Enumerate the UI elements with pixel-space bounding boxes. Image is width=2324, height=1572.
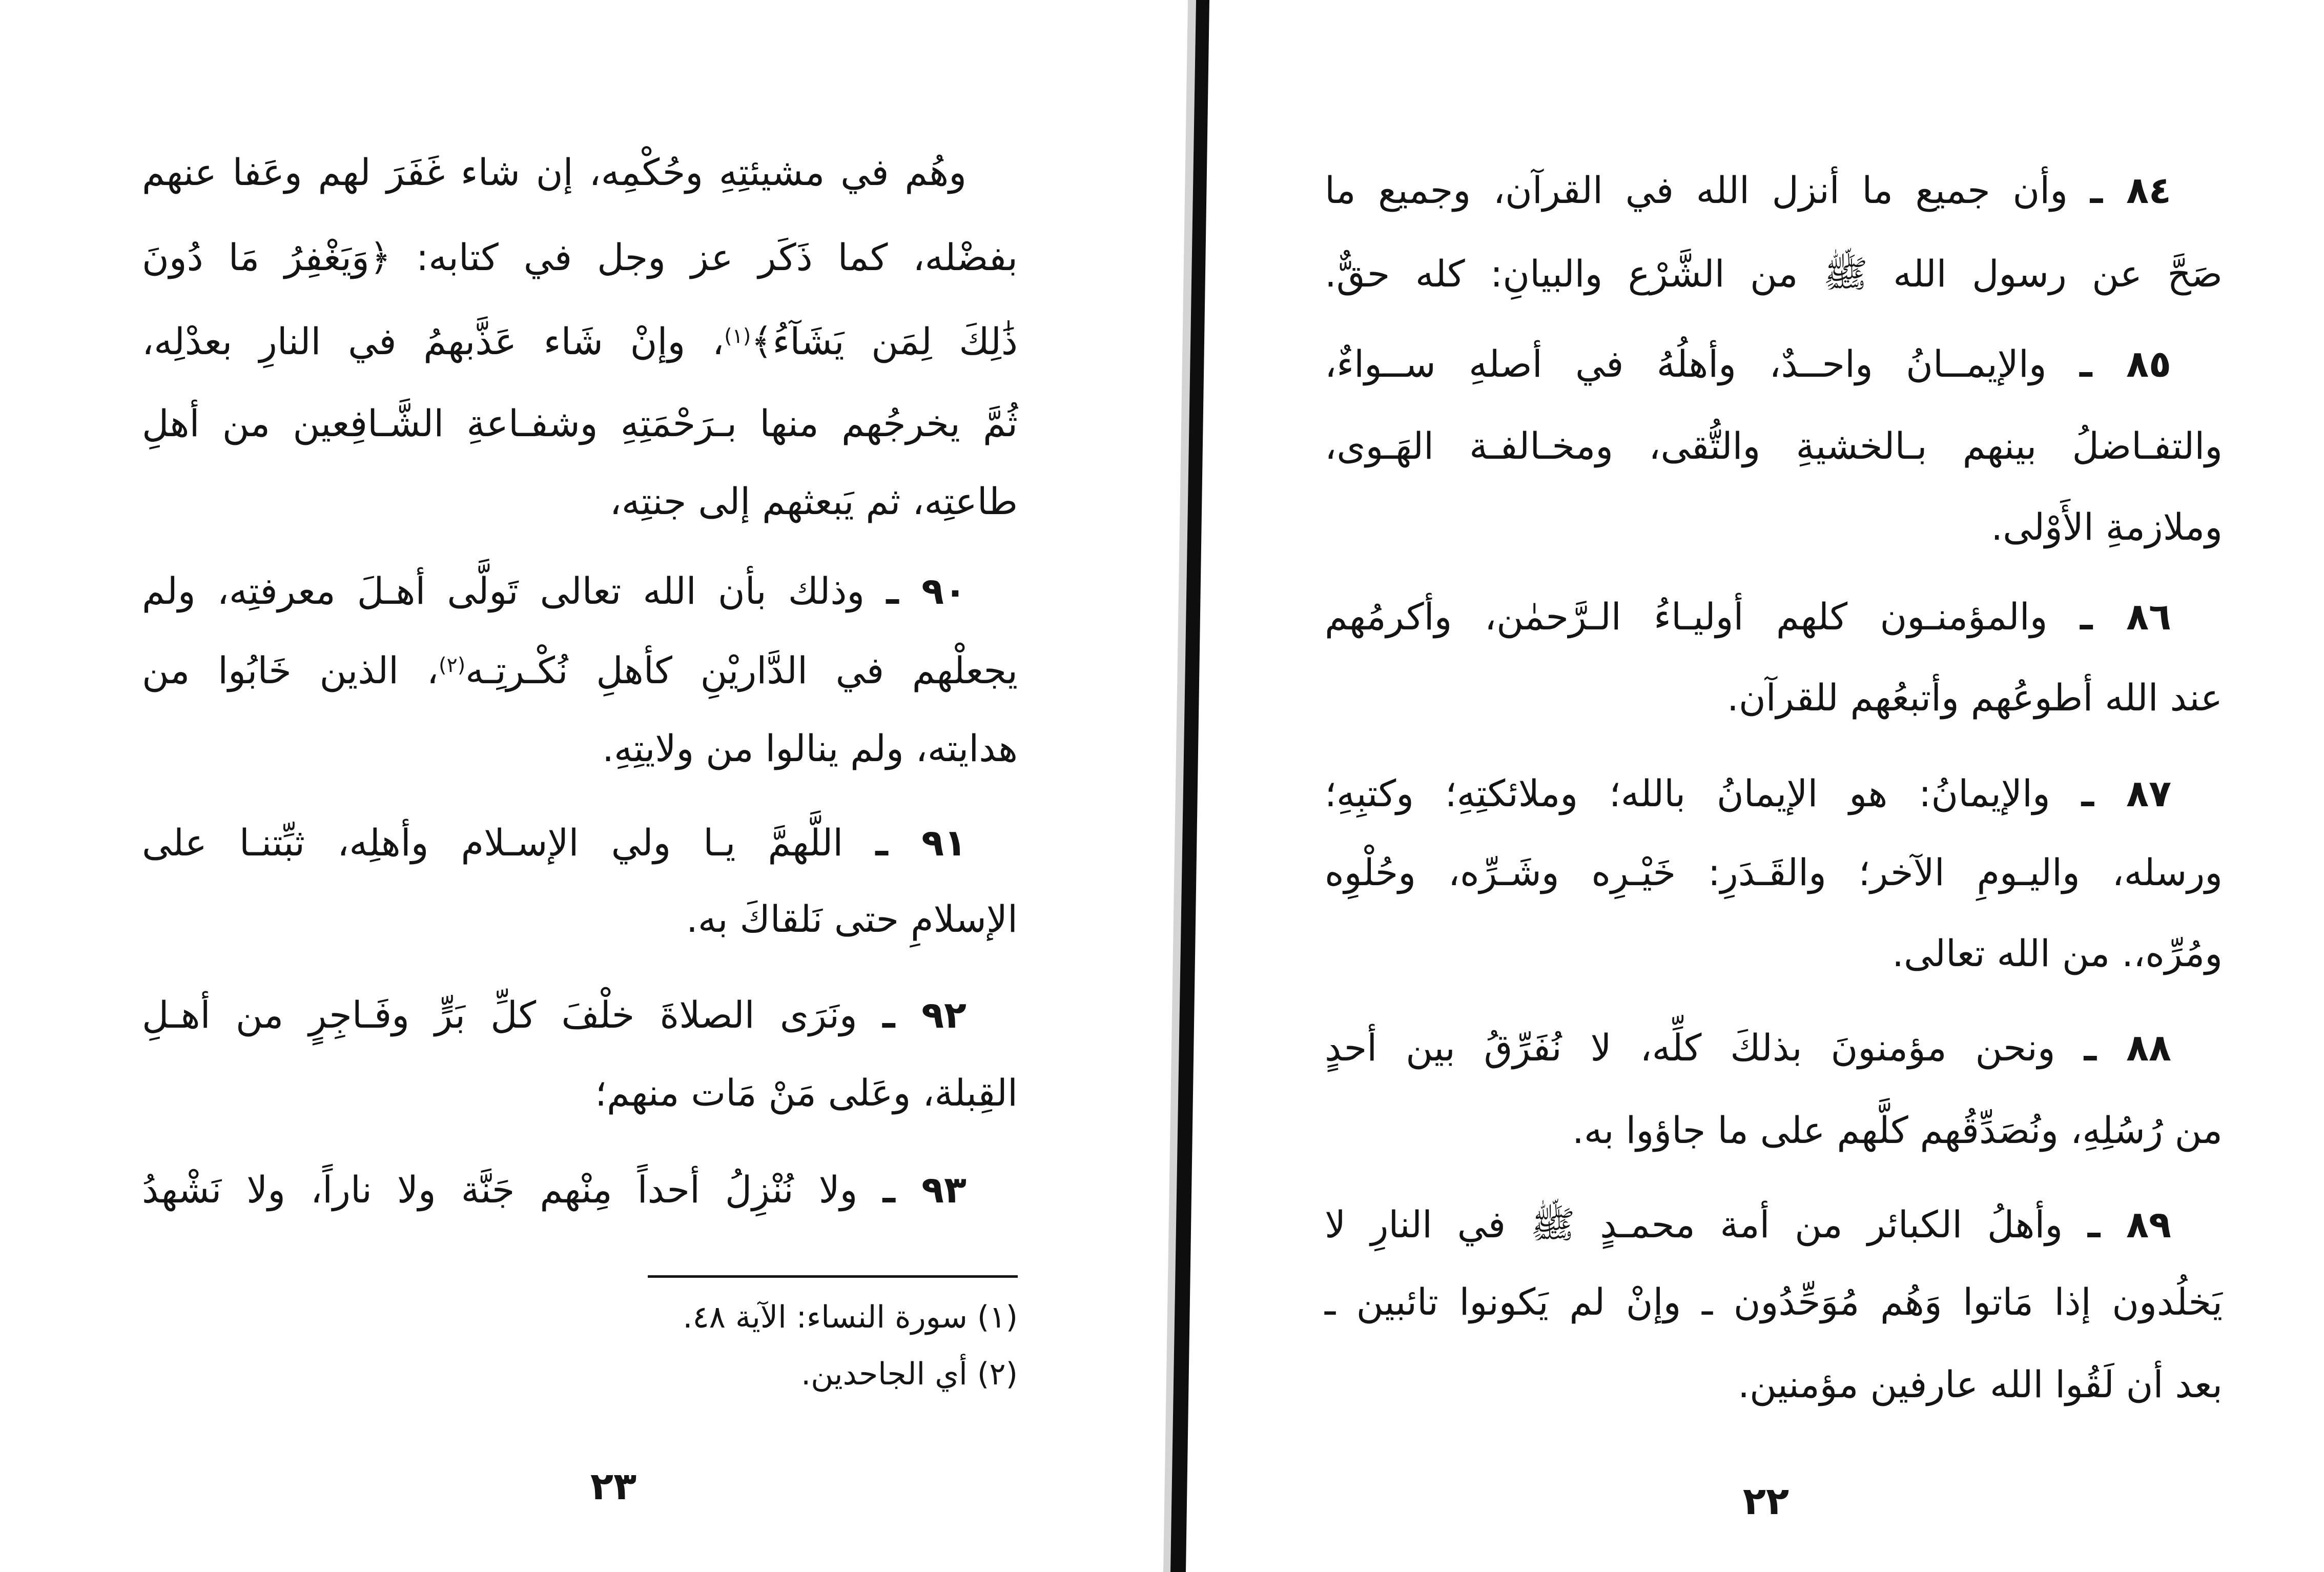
paragraph-number: ٨٨ ـ (2084, 1026, 2171, 1069)
line-text: ، الذين خَابُوا من (142, 649, 439, 692)
text-line (142, 1151, 1018, 1228)
text-line: ورسله، واليـومِ الآخر؛ والقَـدَرِ: خَيْـرِه وشَـرِّه، وحُلْوِه (1325, 851, 2223, 894)
line-text: والإيمــانُ واحــدٌ، وأهلُهُ في أصلهِ ســواءٌ، (1325, 342, 2047, 385)
text-line: طاعتِه، ثم يَبعثهم إلى جنتِه، (609, 480, 1018, 523)
text-line: القِبلة، وعَلى مَنْ مَات منهم؛ (595, 1071, 1018, 1114)
text-line (1325, 755, 2223, 832)
paragraph-number: ٩٣ ـ (882, 1168, 966, 1211)
text-line: عند الله أطوعُهم وأتبعُهم للقرآن. (1726, 676, 2223, 719)
line-text: وأهلُ الكبائر من أمة محمـدٍ ﷺ في النارِ لا (1325, 1203, 2063, 1246)
footnote: (١) سورة النساء: الآية ٤٨. (683, 1299, 1018, 1335)
page-number: ٢٢ (1742, 1479, 1790, 1523)
line-text: والمؤمنـون كلهم أوليـاءُ الـرَّحمٰن، وأكرمُهم (1325, 595, 2048, 638)
footnote: (٢) أي الجاحدين. (801, 1356, 1018, 1392)
line-text: اللَّهمَّ يـا ولي الإسـلام وأهلِه، ثبِّتنـا على (142, 821, 844, 864)
text-line (1325, 1186, 2223, 1263)
line-text: ونَرَى الصلاةَ خلْفَ كلِّ بَرٍّ وفَـاجِرٍ من أهـلِ (142, 993, 857, 1036)
paragraph-number: ٩٠ ـ (886, 569, 966, 613)
line-text: ، وإنْ شَاء عَذَّبهمُ في النارِ بعدْلِه، (142, 320, 725, 363)
paragraph-number: ٨٧ ـ (2081, 772, 2172, 815)
footnote-marker: (٢) (438, 654, 466, 678)
text-line (142, 976, 1018, 1053)
line-text: ذَٰلِكَ لِمَن يَشَآءُ﴾ (751, 320, 1018, 363)
text-line: وملازمةِ الأَوْلى. (1991, 505, 2223, 548)
right-page (1215, 0, 2324, 1572)
paragraph-number: ٨٥ ـ (2079, 342, 2171, 385)
paragraph-number: ٨٤ ـ (2090, 169, 2171, 212)
gutter-line (1170, 0, 1209, 1572)
text-line (1325, 325, 2223, 402)
footnote-marker: (١) (724, 324, 751, 349)
footnote-separator (648, 1275, 1018, 1278)
text-line (142, 804, 1018, 881)
text-line: ومُرِّه،. من الله تعالى. (1892, 932, 2223, 975)
line-text: يجعلْهم في الدَّاريْنِ كأهلِ نُكْـرتِـه (465, 649, 1018, 692)
paragraph-number: ٨٩ ـ (2087, 1203, 2171, 1246)
text-line (1325, 152, 2223, 229)
gutter-shadow (1163, 0, 1196, 1572)
line-text: وأن جميع ما أنزل الله في القرآن، وجميع ما (1325, 169, 2068, 212)
paragraph-number: ٩١ ـ (875, 821, 966, 864)
text-line: والتفـاضلُ بينهم بـالخشيةِ والتُّقى، ومخـالفـة الهَـوى، (1325, 424, 2223, 467)
page-number: ٢٣ (590, 1464, 637, 1508)
text-line: بفضْله، كما ذَكَر عز وجل في كتابه: ﴿وَيَغْفِرُ مَا دُونَ (142, 236, 1018, 279)
text-line (142, 632, 1018, 709)
text-line: يَخلُدون إذا مَاتوا وَهُم مُوَحِّدُون ـ وإنْ لم يَكونوا تائبين ـ (1325, 1280, 2223, 1323)
line-text: ونحن مؤمنونَ بذلكَ كلِّه، لا نُفَرِّقُ بين أحدٍ (1325, 1026, 2055, 1069)
paragraph-number: ٨٦ ـ (2080, 595, 2171, 638)
line-text: ولا نُنْزِلُ أحداً مِنْهم جَنَّة ولا ناراً، ولا نَشْهدُ (142, 1168, 858, 1211)
text-line (1325, 1009, 2223, 1086)
text-line: هدايته، ولم ينالوا من ولايتِهِ. (602, 727, 1018, 770)
line-text: والإيمانُ: هو الإيمانُ بالله؛ وملائكتِهِ؛ وكتبِهِ؛ (1325, 772, 2050, 815)
text-line: من رُسُلِهِ، ونُصَدِّقُهم كلَّهم على ما جاؤوا به. (1572, 1109, 2223, 1152)
text-line: بعد أن لَقُوا الله عارفين مؤمنين. (1738, 1363, 2223, 1406)
text-line: وهُم في مشيئتِهِ وحُكْمِه، إن شاء غَفَرَ لهم وعَفا عنهم (142, 151, 966, 194)
text-line (142, 303, 1018, 380)
paragraph-number: ٩٢ ـ (882, 993, 966, 1036)
text-line (1325, 578, 2223, 655)
line-text: وذلك بأن الله تعالى تَولَّى أهـلَ معرفتِه، ولم (142, 569, 865, 613)
text-line: الإسلامِ حتى نَلقاكَ به. (686, 897, 1018, 941)
text-line: صَحَّ عن رسول الله ﷺ من الشَّرْع والبيانِ: كله حقٌّ. (1325, 252, 2223, 295)
text-line: ثُمَّ يخرجُهم منها بـرَحْمَتِهِ وشفـاعةِ الشَّـافِعين من أهلِ (142, 402, 1018, 445)
text-line (142, 553, 1018, 629)
